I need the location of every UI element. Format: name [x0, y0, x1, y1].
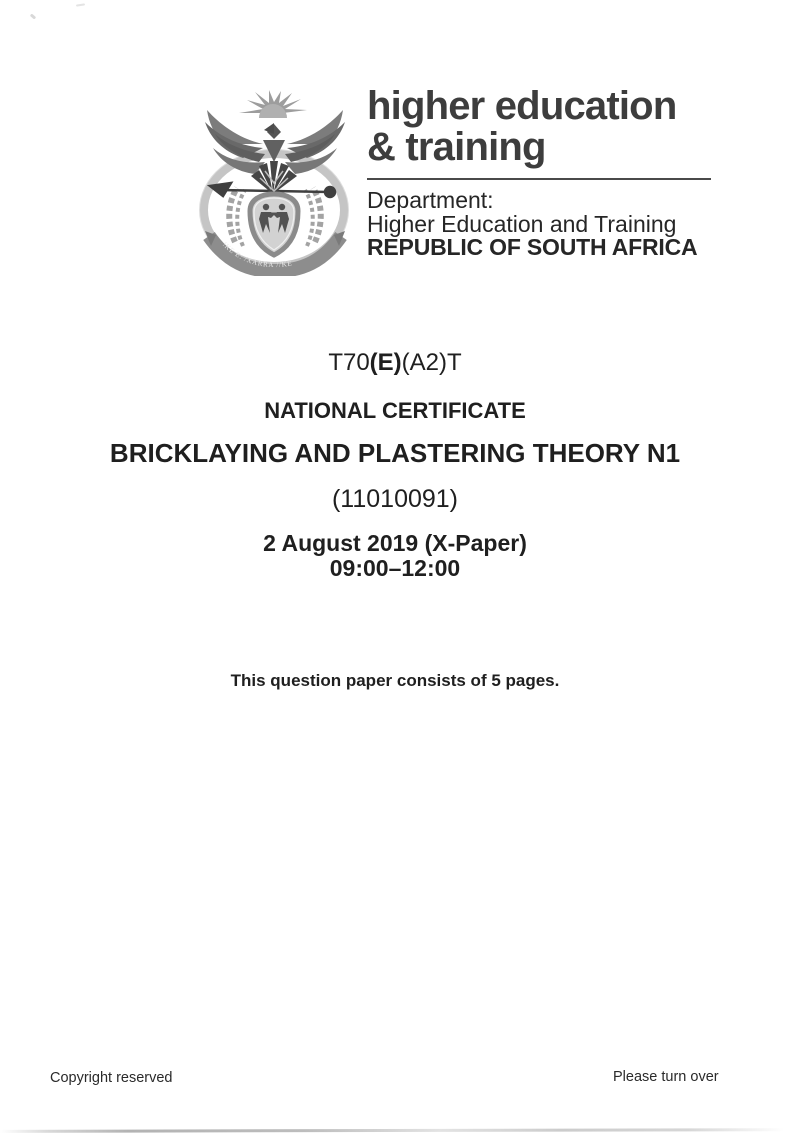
- wordmark-line-1: higher education: [367, 84, 677, 128]
- subject-title: BRICKLAYING AND PLASTERING THEORY N1: [109, 438, 681, 468]
- logo-divider: [367, 178, 711, 180]
- scan-speck: [30, 13, 37, 19]
- footer-copyright: Copyright reserved: [50, 1070, 173, 1086]
- emblem-motto-text: !KE E: /XARRA //KE: [220, 240, 294, 270]
- paper-code: [0, 349, 790, 377]
- certificate-title: NATIONAL CERTIFICATE: [264, 398, 526, 423]
- exam-time: 09:00–12:00: [329, 555, 461, 581]
- paper-code-bold-segment: (E): [369, 349, 402, 376]
- country-name: REPUBLIC OF SOUTH AFRICA: [367, 234, 698, 260]
- paper-code-suffix: (A2)T: [401, 349, 462, 376]
- subject-code: (11010091): [331, 485, 459, 513]
- bottom-scan-line: [0, 1128, 800, 1133]
- department-wordmark: [367, 86, 717, 260]
- paper-code-prefix: T70: [328, 349, 370, 376]
- coat-of-arms-icon: [197, 90, 353, 281]
- pages-note: This question paper consists of 5 pages.: [230, 671, 560, 690]
- department-name: Higher Education and Training: [367, 210, 677, 237]
- department-label: Department:: [367, 187, 494, 213]
- footer-turn-over: Please turn over: [613, 1069, 719, 1085]
- wordmark-line-2: & training: [367, 125, 546, 169]
- exam-date: 2 August 2019 (X-Paper): [263, 530, 527, 556]
- scan-speck: [76, 3, 85, 6]
